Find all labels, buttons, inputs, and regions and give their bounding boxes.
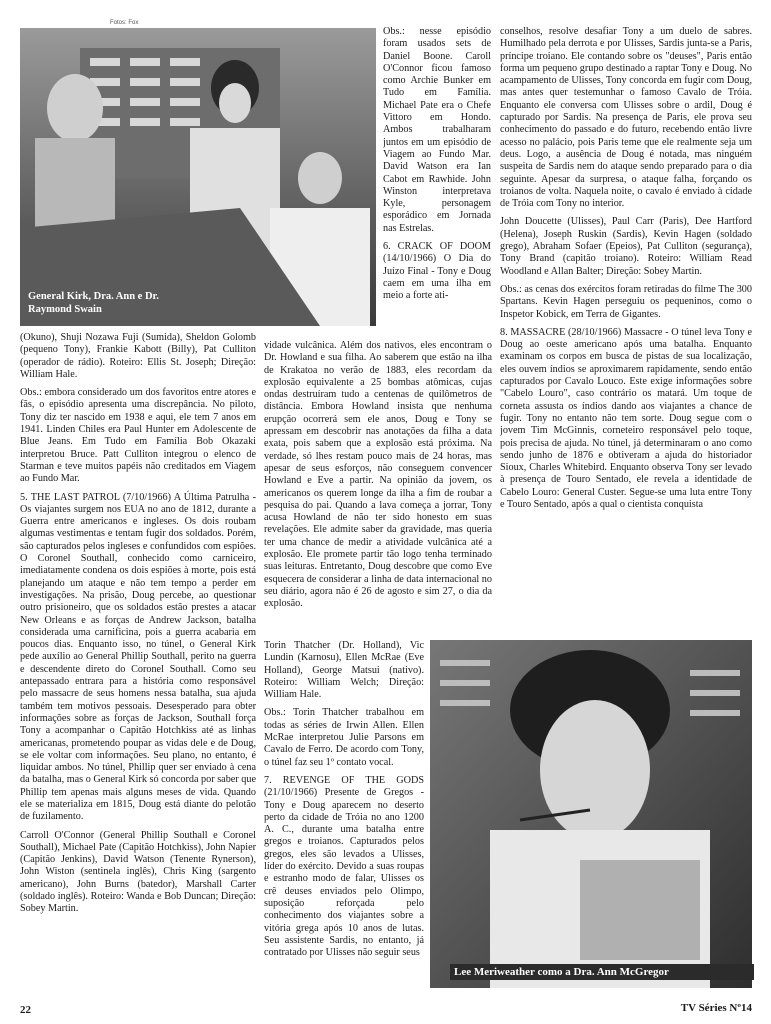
column-left [20,332,256,996]
episode-7-cast: John Doucette (Ulisses), Paul Carr (Paris), Dee Hartford (Helena), Joseph Ruskin (Sardis), Kevin Hagen (soldado grego), Abraham Sofaer (Epeios), Pat Culliton (segurança), Tony Brand (capitão troiano). Roteiro: William Read Woodland e Allan Balter; Direção: Sobey Martin. [500,216,752,277]
page-number: 22 [20,1004,31,1016]
episode-6-heading: 6. CRACK OF DOOM (14/10/1966) O Dia do Juízo Final - Tony e Doug caem em uma ilha em meio a forte ati- [383,241,491,302]
obs-paragraph: Obs.: Torin Thatcher trabalhou em todas as séries de Irwin Allen. Ellen McRae interpretou Julie Parsons em Cavalo de Ferro. De acordo com Tony, o túnel faz seu 1º contato vocal. [264,707,424,768]
episode-8-paragraph: 8. MASSACRE (28/10/1966) Massacre - O túnel leva Tony e Doug ao oeste americano após uma batalha. Enquanto examinam os corpos em busca de pistas de sua localização, eles ouvem índios se aproximarem rapidamente, sendo então capturados por Cavalo Louco. Este exige informações sobre "Cabelo Louro", caso contrário os matará. Um toque de corneta assusta os índios dando aos viajantes a chance de fugir. Tony no entanto não tem sorte. Doug segue com o jovem Tim McGinnis, corneteiro responsável pelo toque, pois precisa de ajuda. No túnel, já determinaram o ano como sendo junho de 1876 e obtiveram a ajuda do historiador Sioux, Charles Whitebird. Enquanto observa Tony ser levado à presença de Touro Sentado, ele revela a identidade de Cabelo Louro: General Custer. Segue-se uma luta entre Tony e Touro Sentado, após a qual o cientista conquista [500,326,752,510]
column-middle-lower [264,640,424,996]
column-right [500,26,752,638]
obs-paragraph: Obs.: nesse episódio foram usados sets de Daniel Boone. Caroll O'Connor ficou famoso como Archie Bunker em Tudo em Família. Michael Pate era o Chefe Vittoro em Hondo. Ambos trabalharam juntos em um episódio de Viagem ao Fundo Mar. David Watson era Ian Cabot em Rawhide. John Winston interpretava Kyle, personagem esporádico em Jornada nas Estrelas. [383,26,491,234]
photo-credit: Fotos: Fox [110,20,139,26]
bottom-photo-caption: Lee Meriweather como a Dra. Ann McGregor [450,964,754,980]
episode-6-cast: Torin Thatcher (Dr. Holland), Vic Lundin (Karnosu), Ellen McRae (Eve Holland), George Matsui (nativo). Roteiro: William Welch; Direção: William Hale. [264,640,424,701]
episode-5-paragraph: 5. THE LAST PATROL (7/10/1966) A Última Patrulha - Os viajantes surgem nos EUA no ano de 1812, durante a Guerra entre americanos e ingleses. Os dois roubam algumas vestimentas e tentam fugir dos soldados. Porém, são capturados pelos ingleses e confundidos com espiões. O Coronel Southall, conhecido como carniceiro, imediatamente condena os dois espiões à morte, pois está planejando um ataque e não tem tempo a perder em investigações. Na prisão, Doug percebe, ao questionar outro prisioneiro, que os soldados estão prestes a atacar New Orleans e as forças de Andrew Jackson, batalha considerada uma carnificina, pois a guerra acabaria em poucos dias. Enquanto isso, no túnel, o General Kirk pede auxílio ao General Phillip Southall, perito na guerra e descendente direto do Coronel Southall. Como seu antepassado entrara para a história como responsável pelo massacre de seus homens nessa batalha, sua ajuda também tem motivos pessoais. Desesperado para obter informações sobre as forças de Jackson, Southall força Tony a acompanhar o Capitão Hotchkiss até as linhas americanas, prometendo poupar as vidas dele e de Doug, se ele voltar com informações. Seu plano, no entanto, é liquidar ambos. No túnel, Phillip quer ser enviado à cena da batalha, mas o General Kirk só concorda por saber que Phillip tem apenas mais alguns meses de vida. Quando ele se materializa em 1815, Doug está diante do pelotão de fuzilamento. [20,491,256,823]
bottom-photo [430,640,752,988]
cast-paragraph: (Okuno), Shuji Nozawa Fuji (Sumida), Sheldon Golomb (pequeno Tony), Frankie Kabott (Billy), Pat Culliton (operador de rádio). Roteiro: Ellis St. Joseph; Direção: William Hale. [20,332,256,380]
episode-7-continued: conselhos, resolve desafiar Tony a um duelo de sabres. Humilhado pela derrota e por Ulisses, Sardis junta-se a Paris, príncipe troiano. Ele contando sobre os "deuses", Paris então forma um pequeno grupo destinado a raptar Tony e Doug. No acampamento de Ulisses, Tony concorda em fugir com Doug, mas antes quer testemunhar o famoso Cavalo de Tróia. Enquanto ele conversa com Ulisses sobre o ardil, Doug é capturado por Sardis. Na presença de Paris, ele prova seu conhecimento do passado e do futuro, recebendo então livre acesso no palácio, pois Paris teme que ele realmente seja um deus. Logo, a ausência de Doug é notada, mas ninguém suspeita de Sardis nem do ataque sendo preparado para o dia seguinte. Apesar da surpresa, o ataque falha, forçando os troianos de volta. Naquela noite, o cavalo é enviado à cidade de Tróia com Tony no interior. [500,26,752,210]
column-middle-top [383,26,491,334]
episode-5-cast: Carroll O'Connor (General Phillip Southall e Coronel Southall), Michael Pate (Capitão Hotchkiss), John Napier (Capitão Jenkins), David Watson (Tenente Rynerson), John Wiston (sentinela inglês), Chris King (sargento americano), John Burns (batedor), Marshall Carter (soldado inglês). Roteiro: Wanda e Bob Duncan; Direção: Sobey Martin. [20,829,256,915]
top-photo-caption: General Kirk, Dra. Ann e Dr. Raymond Swain [28,291,159,315]
column-middle [264,340,492,640]
obs-paragraph: Obs.: as cenas dos exércitos foram retiradas do filme The 300 Spartans. Kevin Hagen perseguiu os pequeninos, como o Inspetor Kobick, em Terra de Gigantes. [500,283,752,320]
episode-6-paragraph: vidade vulcânica. Além dos nativos, eles encontram o Dr. Howland e sua filha. Ao saberem que estão na ilha de Krakatoa no verão de 1883, eles recordam da explosão equivalente a 25 bombas atômicas, cujas ondas destruíram tudo a centenas de quilômetros de distância. Embora Howland insista que nenhuma erupção ocorrerá sem ele anos, Doug e Tony se apressam em descobrir nas anotações da filha a data exata, pois sabem que a explosão está próxima. Na verdade, só lhes restam pouco mais de 24 horas, mas apesar de seus esforços, não conseguem convencer Howland e Eve a partir. Na opinião da jovem, os americanos os querem longe da ilha a fim de roubar a pesquisa do pai. Quando a lava começa a jorrar, Tony acusa Howland de não ter sido honesto em suas revelações. Ele admite saber da gravidade, mas queria ter uma chance de medir a atividade vulcânica até a explosão. Ele promete partir tão logo tenha terminado suas leituras. Entretanto, Doug descobre que como Eve esquecera de considerar a linha de data internacional no seu diário, agora não é 26 de agosto e sim 27, o dia da explosão. [264,340,492,610]
episode-7-paragraph: 7. REVENGE OF THE GODS (21/10/1966) Presente de Gregos - Tony e Doug aparecem no deserto perto da cidade de Tróia no ano 1200 A. C., durante uma batalha entre gregos e troianos. Capturados pelos gregos, eles são levados a Ulisses, líder do exército. Devido a suas roupas e estranho modo de falar, Ulisses os crê deuses enviados pelo Olimpo, suposição reforçada pelo conhecimento dos viajantes sobre a vitória grega após 10 anos de lutas. Seu assistente Sardis, no entanto, já contratado por Ulisses não seguir seus [264,774,424,959]
magazine-issue: TV Séries Nº14 [680,1002,752,1014]
obs-paragraph: Obs.: embora considerado um dos favoritos entre atores e fãs, o episódio apresenta uma discrepância. No piloto, Tony diz ter nascido em 1938 e aqui, ele tem 7 anos em 1941. Linden Chiles era Paul Hunter em Adolescente de Blue Jeans. Em Tudo em Família Bob Okazaki interpretou Bruce. Patt Culliton integrou o elenco de Starman e teve muitos papéis não creditados em Viagem ao Fundo Mar. [20,387,256,485]
top-photo [20,28,376,326]
